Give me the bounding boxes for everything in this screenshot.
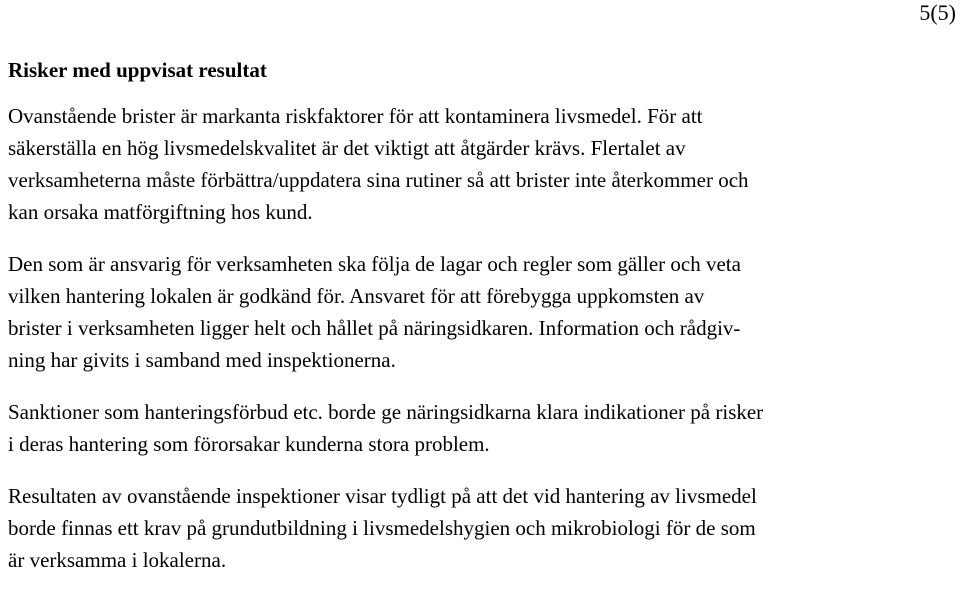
paragraph-sanctions xyxy=(8,396,958,460)
paragraph-line: ning har givits i samband med inspektionerna. xyxy=(8,348,396,372)
paragraph-line: är verksamma i lokalerna. xyxy=(8,548,227,572)
paragraph-line: kan orsaka matförgiftning hos kund. xyxy=(8,200,313,224)
section-heading: Risker med uppvisat resultat xyxy=(8,58,267,82)
paragraph-line: verksamheterna måste förbättra/uppdatera sina rutiner så att brister inte återkommer och xyxy=(8,168,749,192)
paragraph-line: Resultaten av ovanstående inspektioner visar tydligt på att det vid hantering av livsmedel xyxy=(8,484,757,508)
paragraph-line: brister i verksamheten ligger helt och hållet på näringsidkaren. Information och rådgiv- xyxy=(8,316,741,340)
paragraph-line: Sanktioner som hanteringsförbud etc. borde ge näringsidkarna klara indikationer på risker xyxy=(8,400,764,424)
paragraph-conclusion xyxy=(8,480,958,576)
paragraph-line: säkerställa en hög livsmedelskvalitet är det viktigt att åtgärder krävs. Flertalet av xyxy=(8,136,686,160)
paragraph-risk-factors xyxy=(8,100,958,228)
paragraph-line: Den som är ansvarig för verksamheten ska följa de lagar och regler som gäller och veta xyxy=(8,252,741,276)
paragraph-line: borde finnas ett krav på grundutbildning i livsmedelshygien och mikrobiologi för de som xyxy=(8,516,756,540)
paragraph-line: Ovanstående brister är markanta riskfaktorer för att kontaminera livsmedel. För att xyxy=(8,104,703,128)
paragraph-line: i deras hantering som förorsakar kunderna stora problem. xyxy=(8,432,490,456)
paragraph-responsibility xyxy=(8,248,958,376)
document-body xyxy=(8,54,958,596)
paragraph-line: vilken hantering lokalen är godkänd för. Ansvaret för att förebygga uppkomsten av xyxy=(8,284,705,308)
page-number: 5(5) xyxy=(919,0,956,25)
